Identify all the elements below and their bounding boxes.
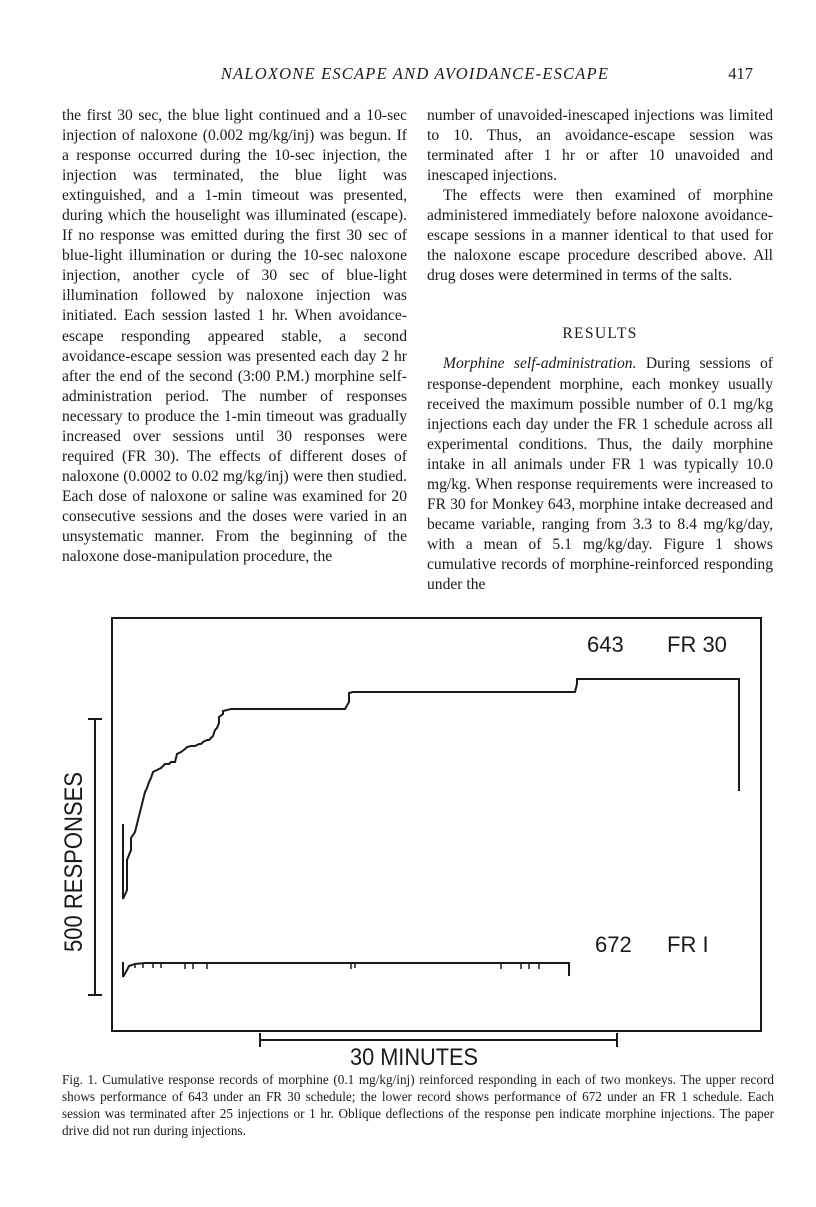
running-title: NALOXONE ESCAPE AND AVOIDANCE-ESCAPE (220, 64, 610, 83)
record-672-schedule: FR I (667, 932, 709, 957)
left-paragraph-1: the first 30 sec, the blue light continued and a 10-sec injection of naloxone (0.002 mg/kg/inj) was begun. If a response occurred during the 10-sec injection, the injection was terminated, the blue light was extinguished, and a 1-min timeout was presented, during which the houselight was illuminated (escape). If no response was emitted during the first 30 sec of blue-light illumination or during the 10-sec naloxone injection, another cycle of 30 sec of blue-light illumination followed by naloxone injection was initiated. Each session lasted 1 hr. When avoidance-escape responding appeared stable, a second avoidance-escape session was presented each day 2 hr after the end of the second (3:00 P.M.) morphine self-administration period. The number of responses necessary to produce the 1-min timeout was gradually increased over sessions until 30 responses were required (FR 30). The effects of different doses of naloxone (0.0002 to 0.02 mg/kg/inj) were then studied. Each dose of naloxone or saline was examined for 20 consecutive sessions and the doses were varied in an unsystematic manner. From the beginning of the naloxone dose-manipulation procedure, the (62, 107, 407, 566)
caption-text: Fig. 1. Cumulative response records of morphine (0.1 mg/kg/inj) reinforced responding in each of two monkeys. The upper record shows performance of 643 under an FR 30 schedule; the lower record shows performance of 672 under an FR 1 schedule. Each session was terminated after 25 injections or 1 hr. Oblique deflections of the response pen indicate morphine injections. The paper drive did not run during injections. (62, 1072, 774, 1138)
right-paragraph-2: The effects were then examined of morphine administered immediately before naloxone avoidance-escape sessions in a manner identical to that used for the naloxone escape procedure described above. All drug doses were determined in terms of the salts. (427, 187, 773, 285)
record-672-label: 672 (595, 932, 632, 957)
record-643-trace (123, 679, 739, 899)
x-scale-label: 30 MINUTES (350, 1044, 478, 1071)
record-643-schedule: FR 30 (667, 632, 727, 657)
record-672-trace (123, 962, 569, 977)
results-heading: RESULTS (562, 325, 638, 343)
cumulative-record-plot (55, 602, 765, 1072)
running-header (0, 64, 816, 88)
figure-1 (55, 602, 765, 1072)
record-643-label: 643 (587, 632, 624, 657)
right-column (427, 106, 773, 595)
right-paragraph-3-body: During sessions of response-dependent morphine, each monkey usually received the maximum possible number of 0.1 mg/kg injections each day under the FR 1 schedule across all experimental conditions. Thus, the daily morphine intake in all animals under FR 1 was typically 10.0 mg/kg. When response requirements were increased to FR 30 for Monkey 643, morphine intake decreased and became variable, ranging from 3.3 to 8.4 mg/kg/day, with a mean of 5.1 mg/kg/day. Figure 1 shows cumulative records of morphine-reinforced responding under the (427, 355, 773, 593)
y-scale-label: 500 RESPONSES (60, 747, 88, 952)
runin-heading: Morphine self-administration. (443, 355, 637, 373)
figure-caption (62, 1071, 774, 1139)
right-paragraph-1: number of unavoided-inescaped injections was limited to 10. Thus, an avoidance-escape session was terminated after 1 hr or after 10 unavoided and inescaped injections. (427, 107, 773, 185)
left-column (62, 106, 407, 567)
page-number: 417 (728, 64, 753, 83)
right-paragraph-3 (427, 354, 773, 595)
